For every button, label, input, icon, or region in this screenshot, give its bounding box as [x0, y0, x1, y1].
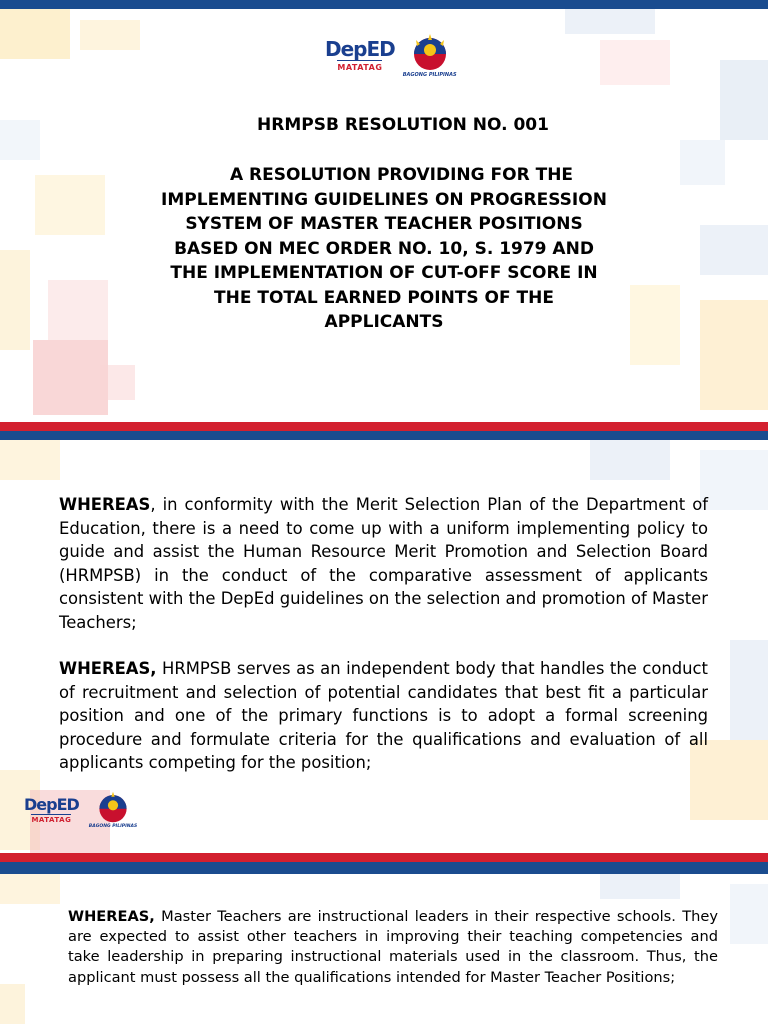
resolution-title	[0, 163, 768, 335]
deped-wordmark: DepED	[24, 794, 79, 814]
deco-square	[600, 874, 680, 899]
deped-wordmark: DepED	[325, 37, 395, 61]
bagong-pilipinas-logo	[403, 32, 457, 79]
deco-square	[33, 340, 108, 415]
bagong-pilipinas-wordmark: BAGONG PILIPINAS	[88, 824, 138, 829]
whereas-paragraph-3	[68, 907, 718, 988]
whereas-lead: WHEREAS,	[68, 908, 155, 925]
whereas-lead: WHEREAS	[59, 495, 151, 514]
slide1-logos	[325, 32, 457, 79]
slide2-logos	[24, 790, 137, 830]
matatag-wordmark: MATATAG	[31, 815, 72, 824]
deco-square	[730, 640, 768, 740]
divider-blue	[0, 862, 768, 874]
whereas-body: , in conformity with the Merit Selection Plan of the Department of Education, there is a need to come up with a uniform implementing policy to guide and assist the Human Resource Merit Promotion and Selection Board (HRMPSB) in the conduct of the comparative assessment of applicants consistent with the DepEd guidelines on the selection and promotion of Master Teachers;	[59, 495, 708, 632]
divider-blue	[0, 431, 768, 440]
whereas-body: Master Teachers are instructional leaders in their respective schools. They are expected to assist other teachers in improving their teaching competencies and take leadership in preparing instructional materials used in the classroom. Thus, the applicant must possess all the qualifications intended for Master Teacher Positions;	[68, 908, 718, 986]
slide-1	[0, 0, 768, 422]
divider-red	[0, 853, 768, 862]
deco-square	[0, 874, 60, 904]
deco-square	[730, 884, 768, 944]
bagong-pilipinas-logo	[89, 790, 137, 830]
bagong-pilipinas-emblem-icon	[406, 32, 454, 72]
deped-logo	[24, 796, 79, 825]
deco-square	[0, 9, 70, 59]
deco-square	[100, 365, 135, 400]
title-line: A RESOLUTION PROVIDING FOR THE	[229, 165, 574, 185]
matatag-wordmark: MATATAG	[337, 60, 382, 73]
slide-2	[0, 440, 768, 853]
title-line: THE IMPLEMENTATION OF CUT-OFF SCORE IN	[170, 263, 598, 283]
resolution-number: HRMPSB RESOLUTION NO. 001	[257, 115, 549, 135]
deco-square	[0, 984, 25, 1024]
title-line: THE TOTAL EARNED POINTS OF THE	[214, 287, 554, 308]
slide-3	[0, 874, 768, 1024]
whereas-paragraph-2	[59, 657, 708, 775]
deco-square	[700, 450, 768, 510]
top-blue-band	[0, 0, 768, 9]
title-line: BASED ON MEC ORDER NO. 10, S. 1979 AND	[174, 238, 594, 259]
deco-square	[600, 40, 670, 85]
divider-red	[0, 422, 768, 431]
title-line: APPLICANTS	[324, 312, 444, 332]
title-line: SYSTEM OF MASTER TEACHER POSITIONS	[185, 214, 583, 234]
deco-square	[0, 440, 60, 480]
deco-square	[565, 9, 655, 34]
deped-logo	[325, 38, 395, 73]
whereas-body: HRMPSB serves as an independent body that handles the conduct of recruitment and selection of potential candidates that best fit a particular position and one of the primary functions is to adopt a formal screening procedure and formulate criteria for the qualifications and evaluation of all applicants competing for the position;	[59, 659, 708, 772]
bagong-pilipinas-emblem-icon	[92, 790, 134, 824]
whereas-lead: WHEREAS,	[59, 659, 157, 678]
whereas-paragraph-1	[59, 493, 708, 634]
bagong-pilipinas-wordmark: BAGONG PILIPINAS	[402, 72, 457, 78]
deco-square	[590, 440, 670, 480]
title-line: IMPLEMENTING GUIDELINES ON PROGRESSION	[161, 189, 607, 210]
deco-square	[80, 20, 140, 50]
